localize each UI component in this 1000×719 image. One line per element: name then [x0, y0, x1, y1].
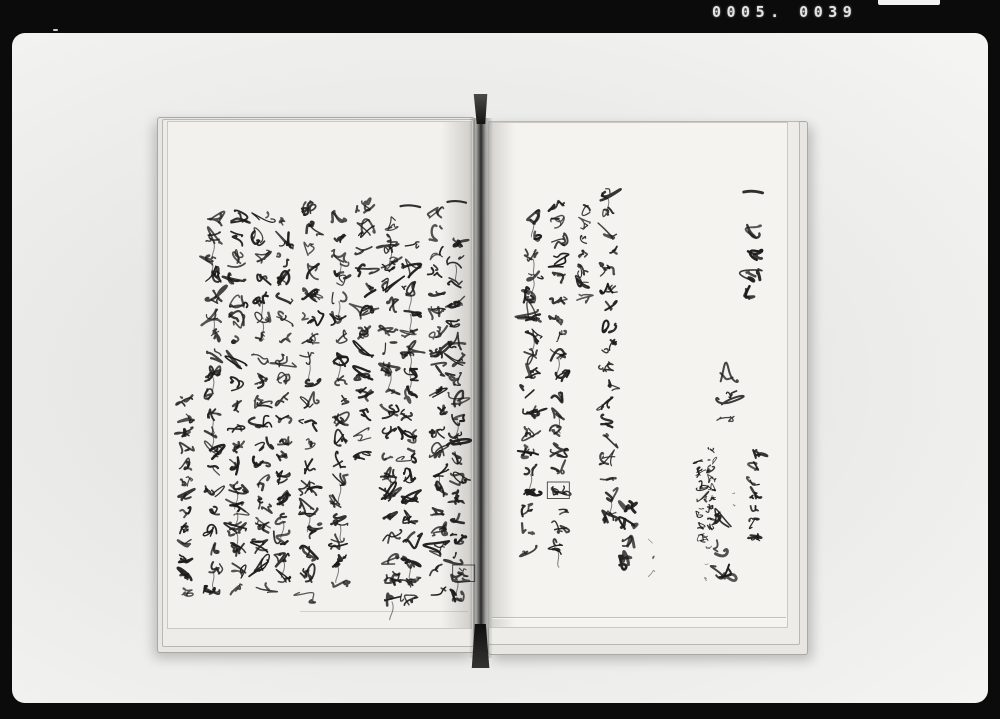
right-page	[488, 122, 788, 628]
book-gutter	[469, 118, 493, 658]
film-frame-counter: 0005. 0039	[712, 3, 858, 21]
left-page-crease	[300, 611, 468, 612]
film-edge-notch	[878, 0, 940, 5]
right-page-crease	[492, 617, 786, 618]
left-page	[167, 121, 472, 629]
film-speck	[53, 29, 58, 31]
left-page-gutter-shade	[441, 122, 471, 628]
